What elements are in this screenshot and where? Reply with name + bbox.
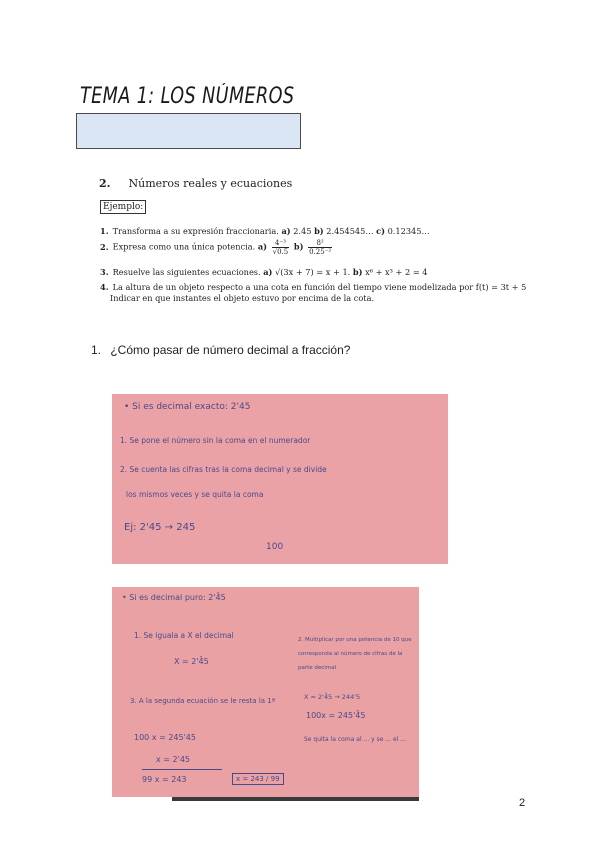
handwritten-line: X = 2'4̂5: [174, 657, 209, 666]
handwritten-line: • Si es decimal puro: 2'4̂5: [122, 593, 226, 602]
fraction-denominator: 0.25⁻²: [309, 248, 332, 256]
page-number: 2: [519, 797, 526, 809]
exercise-option: 2.45: [290, 226, 315, 236]
question-text: ¿Cómo pasar de número decimal a fracción?: [110, 343, 351, 357]
exercise-text: Transforma a su expresión fraccionaria.: [112, 226, 282, 236]
handwritten-line: 1. Se pone el número sin la coma en el numerador: [120, 436, 311, 445]
handwritten-photo-2: [112, 587, 419, 797]
exercise-option-label: a): [281, 226, 291, 236]
exercise-text: Expresa como una única potencia.: [112, 241, 258, 252]
exercise-option: 0.12345…: [385, 226, 430, 236]
subtraction-rule: [142, 769, 222, 770]
handwritten-line: 3. A la segunda ecuación se le resta la 1ª: [130, 697, 276, 705]
handwritten-line: 100: [266, 542, 284, 552]
handwritten-line: 2. Multiplicar por una potencia de 10 que corresponda al número de cifras de la parte decimal: [298, 637, 412, 671]
exercise-number: 3.: [100, 267, 109, 277]
exercise-option: 2.454545…: [323, 226, 377, 236]
exercise-1: [100, 226, 430, 236]
photo-shadow-edge: [172, 797, 419, 801]
handwritten-line: 100 x = 245'45: [134, 733, 196, 742]
fraction: [272, 239, 290, 256]
section-heading: [99, 177, 292, 190]
handwritten-line: Se quita la coma al ... y se ... el ...: [304, 736, 406, 743]
exercise-2: [100, 239, 334, 256]
section-number: 2.: [99, 177, 111, 190]
handwritten-line: 99 x = 243: [142, 775, 187, 784]
example-label: Ejemplo:: [100, 200, 146, 214]
fraction-denominator: √0.5: [272, 248, 289, 256]
exercise-4-line2: Indicar en que instantes el objeto estuvo por encima de la cota.: [110, 293, 375, 303]
handwritten-line: 1. Se iguala a X el decimal: [134, 631, 234, 640]
question: [91, 343, 350, 357]
fraction: [308, 239, 332, 256]
exercise-option: √(3x + 7) = x + 1.: [272, 267, 353, 277]
handwritten-line: 100x = 245'4̂5: [306, 711, 366, 720]
exercise-number: 4.: [100, 282, 109, 292]
handwritten-line: Ej: 2'45 → 245: [124, 522, 196, 533]
question-number: 1.: [91, 343, 102, 357]
handwritten-line: x = 243 / 99: [232, 773, 284, 785]
fraction-numerator: 8²: [308, 239, 332, 248]
exercise-text: Resuelve las siguientes ecuaciones.: [112, 267, 264, 277]
exercise-option-label: a): [263, 267, 273, 277]
exercise-option: x⁶ + x³ + 2 = 4: [362, 267, 428, 277]
exercise-number: 2.: [100, 241, 109, 252]
exercise-number: 1.: [100, 226, 109, 236]
exercise-option-label: b): [352, 267, 363, 277]
title-highlight-box: [76, 113, 301, 149]
handwritten-line: x = 2'45: [156, 755, 190, 764]
exercise-4: [100, 282, 526, 292]
fraction-numerator: 4⁻³: [272, 239, 290, 248]
exercise-option-label: c): [376, 226, 385, 236]
exercise-3: [100, 267, 428, 277]
page-title: TEMA 1: LOS NÚMEROS: [80, 84, 295, 109]
exercise-option-label: b): [314, 226, 324, 236]
handwritten-line: 2. Se cuenta las cifras tras la coma decimal y se divide: [120, 465, 327, 474]
handwritten-line: los mismos veces y se quita la coma: [126, 490, 264, 499]
handwritten-line: X = 2'4̂5 → 244'5: [304, 693, 361, 701]
exercise-option-label: a): [257, 241, 268, 252]
section-title: Números reales y ecuaciones: [128, 177, 293, 190]
handwritten-photo-1: [112, 394, 448, 564]
handwritten-line: • Si es decimal exacto: 2'45: [124, 402, 251, 412]
exercise-option-label: b): [293, 241, 304, 252]
exercise-text: La altura de un objeto respecto a una cota en función del tiempo viene modelizada por f(t) = 3t + 5: [112, 282, 527, 292]
